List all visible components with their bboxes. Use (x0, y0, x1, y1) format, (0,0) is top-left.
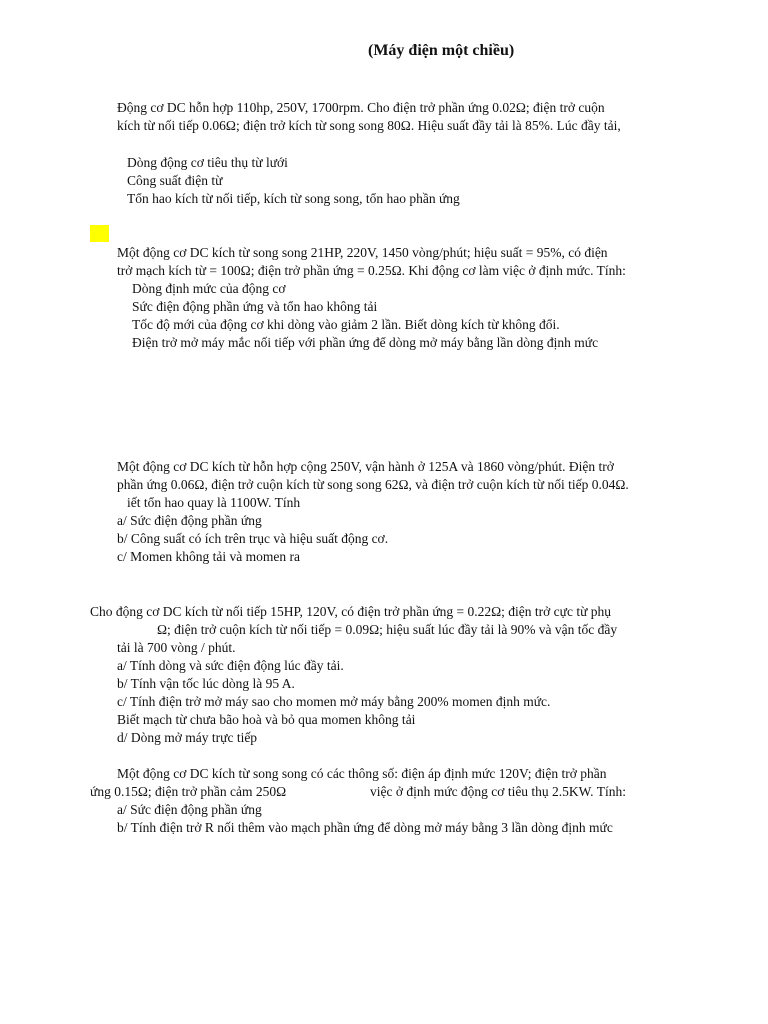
problem4-note: Biết mạch từ chưa bão hoà và bỏ qua momen không tải (117, 712, 416, 727)
problem2-item-1: Dòng định mức của động cơ (132, 281, 286, 296)
problem2-item-4: Điện trở mở máy mắc nối tiếp với phần ứng để dòng mở máy bằng lần dòng định mức (132, 335, 599, 350)
yellow-highlight-marker (90, 225, 109, 242)
problem5-line1: Một động cơ DC kích từ song song có các thông số: điện áp định mức 120V; điện trở phần (117, 766, 607, 781)
problem5-item-a: a/ Sức điện động phần ứng (117, 802, 262, 817)
problem1-item-3: Tổn hao kích từ nối tiếp, kích từ song song, tổn hao phần ứng (127, 191, 460, 206)
problem3-item-c: c/ Momen không tải và momen ra (117, 549, 300, 564)
problem3-line2: phần ứng 0.06Ω, điện trở cuộn kích từ song song 62Ω, và điện trở cuộn kích từ nối tiếp 0.04Ω. (117, 477, 629, 492)
document-title: (Máy điện một chiều) (368, 42, 515, 59)
problem1-item-2: Công suất điện từ (127, 173, 223, 188)
problem2-item-3: Tốc độ mới của động cơ khi dòng vào giảm 2 lần. Biết dòng kích từ không đổi. (132, 317, 560, 332)
problem4-line1: Cho động cơ DC kích từ nối tiếp 15HP, 120V, có điện trở phần ứng = 0.22Ω; điện trở cực từ phụ (90, 604, 612, 619)
problem4-item-d: d/ Dòng mở máy trực tiếp (117, 730, 258, 745)
problem5-line2-right: việc ở định mức động cơ tiêu thụ 2.5KW. Tính: (370, 784, 626, 799)
problem4-item-c: c/ Tính điện trở mở máy sao cho momen mở máy bằng 200% momen định mức. (117, 694, 551, 709)
problem5-line2-left: ứng 0.15Ω; điện trở phần cảm 250Ω (90, 784, 287, 799)
problem1-line1: Động cơ DC hỗn hợp 110hp, 250V, 1700rpm. Cho điện trở phần ứng 0.02Ω; điện trở cuộn (117, 100, 605, 115)
problem4-line3: tải là 700 vòng / phút. (117, 640, 236, 655)
problem4-item-a: a/ Tính dòng và sức điện động lúc đầy tải. (117, 658, 344, 673)
problem3-item-b: b/ Công suất có ích trên trục và hiệu suất động cơ. (117, 531, 389, 546)
problem2-line2: trở mạch kích từ = 100Ω; điện trở phần ứng = 0.25Ω. Khi động cơ làm việc ở định mức. Tính: (117, 263, 626, 278)
problem3-line3: iết tổn hao quay là 1100W. Tính (127, 495, 301, 510)
problem1-item-1: Dòng động cơ tiêu thụ từ lưới (127, 155, 288, 170)
problem5-item-b: b/ Tính điện trở R nối thêm vào mạch phần ứng để dòng mở máy bằng 3 lần dòng định mức (117, 820, 613, 835)
problem4-item-b: b/ Tính vận tốc lúc dòng là 95 A. (117, 676, 295, 691)
problem2-item-2: Sức điện động phần ứng và tổn hao không tải (132, 299, 378, 314)
problem2-line1: Một động cơ DC kích từ song song 21HP, 220V, 1450 vòng/phút; hiệu suất = 95%, có điện (117, 245, 608, 260)
problem1-line2: kích từ nối tiếp 0.06Ω; điện trở kích từ song song 80Ω. Hiệu suất đầy tải là 85%. Lúc đầy tải, (117, 118, 621, 133)
problem3-line1: Một động cơ DC kích từ hỗn hợp cộng 250V, vận hành ở 125A và 1860 vòng/phút. Điện trở (117, 459, 614, 474)
problem4-line2: Ω; điện trở cuộn kích từ nối tiếp = 0.09Ω; hiệu suất lúc đầy tải là 90% và vận tốc đầy (157, 622, 618, 637)
problem3-item-a: a/ Sức điện động phần ứng (117, 513, 262, 528)
